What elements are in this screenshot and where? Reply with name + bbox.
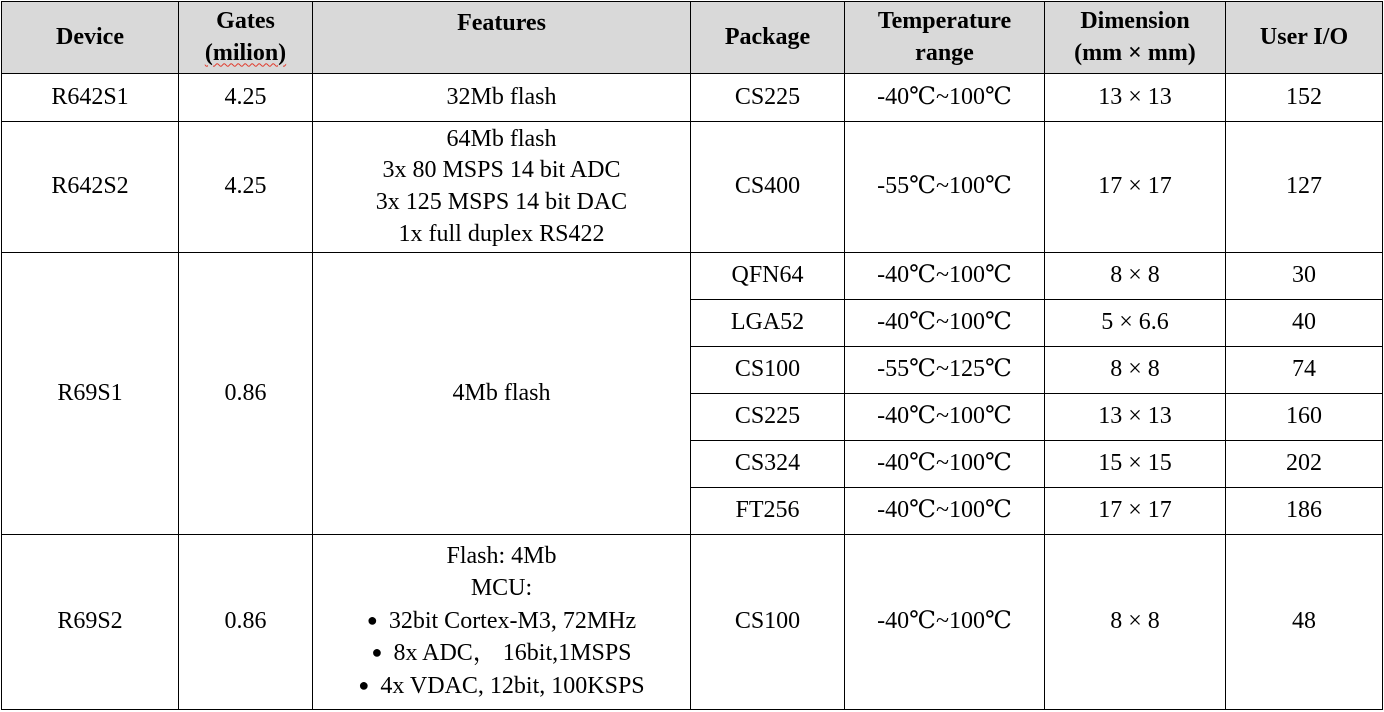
temperature-cell: -55℃~100℃ <box>845 122 1045 253</box>
feature-line: 1x full duplex RS422 <box>398 220 605 247</box>
user-io-cell: 74 <box>1226 347 1383 394</box>
package-cell: CS400 <box>691 122 845 253</box>
feature-line: 64Mb flash <box>446 125 557 152</box>
header-dimension <box>1045 2 1226 74</box>
header-device: Device <box>2 2 179 74</box>
user-io-cell: 127 <box>1226 122 1383 253</box>
feature-line: MCU: <box>470 575 533 602</box>
feature-bullet-text: 32bit Cortex-M3, 72MHz <box>388 607 637 634</box>
features-cell: 32Mb flash <box>313 74 691 122</box>
bullet-icon: ● <box>366 609 378 630</box>
bullet-icon: ● <box>358 674 370 695</box>
device-spec-table <box>1 1 1383 710</box>
feature-line: Flash: 4Mb <box>446 543 557 570</box>
header-gates-label: Gates <box>216 8 275 35</box>
feature-bullet-text: 4x VDAC, 12bit, 100KSPS <box>380 672 645 699</box>
feature-line: 3x 80 MSPS 14 bit ADC <box>382 157 621 184</box>
package-cell: CS100 <box>691 347 845 394</box>
dimension-cell: 8 × 8 <box>1045 347 1226 394</box>
table-row <box>2 253 1383 300</box>
package-cell: CS225 <box>691 394 845 441</box>
device-cell: R69S1 <box>2 253 179 535</box>
device-cell: R642S2 <box>2 122 179 253</box>
feature-bullet-item <box>317 605 686 638</box>
temperature-cell: -40℃~100℃ <box>845 488 1045 535</box>
dimension-cell: 17 × 17 <box>1045 122 1226 253</box>
dimension-cell: 15 × 15 <box>1045 441 1226 488</box>
package-cell: CS225 <box>691 74 845 122</box>
header-temperature <box>845 2 1045 74</box>
gates-cell: 4.25 <box>179 122 313 253</box>
gates-cell: 0.86 <box>179 535 313 710</box>
dimension-cell: 13 × 13 <box>1045 74 1226 122</box>
dimension-cell: 8 × 8 <box>1045 535 1226 710</box>
header-dimension-unit: (mm × mm) <box>1074 39 1196 66</box>
dimension-cell: 5 × 6.6 <box>1045 300 1226 347</box>
package-cell: LGA52 <box>691 300 845 347</box>
header-package: Package <box>691 2 845 74</box>
dimension-cell: 13 × 13 <box>1045 394 1226 441</box>
temperature-cell: -40℃~100℃ <box>845 394 1045 441</box>
user-io-cell: 40 <box>1226 300 1383 347</box>
feature-line: 3x 125 MSPS 14 bit DAC <box>375 189 628 215</box>
user-io-cell: 152 <box>1226 74 1383 122</box>
header-user-io: User I/O <box>1226 2 1383 74</box>
feature-bullet-item <box>317 637 686 670</box>
temperature-cell: -40℃~100℃ <box>845 74 1045 122</box>
features-cell: 4Mb flash <box>313 253 691 535</box>
dimension-cell: 8 × 8 <box>1045 253 1226 300</box>
temperature-cell: -40℃~100℃ <box>845 253 1045 300</box>
header-temperature-label: Temperature <box>877 8 1012 35</box>
user-io-cell: 186 <box>1226 488 1383 535</box>
user-io-cell: 160 <box>1226 394 1383 441</box>
header-gates-unit: (milion) <box>204 39 287 66</box>
temperature-cell: -40℃~100℃ <box>845 441 1045 488</box>
header-gates <box>179 2 313 74</box>
table-row <box>2 122 1383 253</box>
feature-bullet-text: 8x ADC， 16bit,1MSPS <box>393 640 632 667</box>
package-cell: CS100 <box>691 535 845 710</box>
temperature-cell: -55℃~125℃ <box>845 347 1045 394</box>
user-io-cell: 30 <box>1226 253 1383 300</box>
temperature-cell: -40℃~100℃ <box>845 300 1045 347</box>
header-temperature-range: range <box>915 39 974 66</box>
dimension-cell: 17 × 17 <box>1045 488 1226 535</box>
user-io-cell: 202 <box>1226 441 1383 488</box>
bullet-icon: ● <box>371 642 383 663</box>
device-cell: R642S1 <box>2 74 179 122</box>
features-cell <box>313 535 691 710</box>
device-cell: R69S2 <box>2 535 179 710</box>
gates-cell: 4.25 <box>179 74 313 122</box>
header-dimension-label: Dimension <box>1080 8 1190 35</box>
package-cell: CS324 <box>691 441 845 488</box>
table-row <box>2 535 1383 710</box>
header-features: Features <box>313 2 691 74</box>
header-row <box>2 2 1383 74</box>
temperature-cell: -40℃~100℃ <box>845 535 1045 710</box>
features-cell <box>313 122 691 253</box>
package-cell: FT256 <box>691 488 845 535</box>
package-cell: QFN64 <box>691 253 845 300</box>
user-io-cell: 48 <box>1226 535 1383 710</box>
feature-bullet-item <box>317 670 686 703</box>
gates-cell: 0.86 <box>179 253 313 535</box>
table-row <box>2 74 1383 122</box>
